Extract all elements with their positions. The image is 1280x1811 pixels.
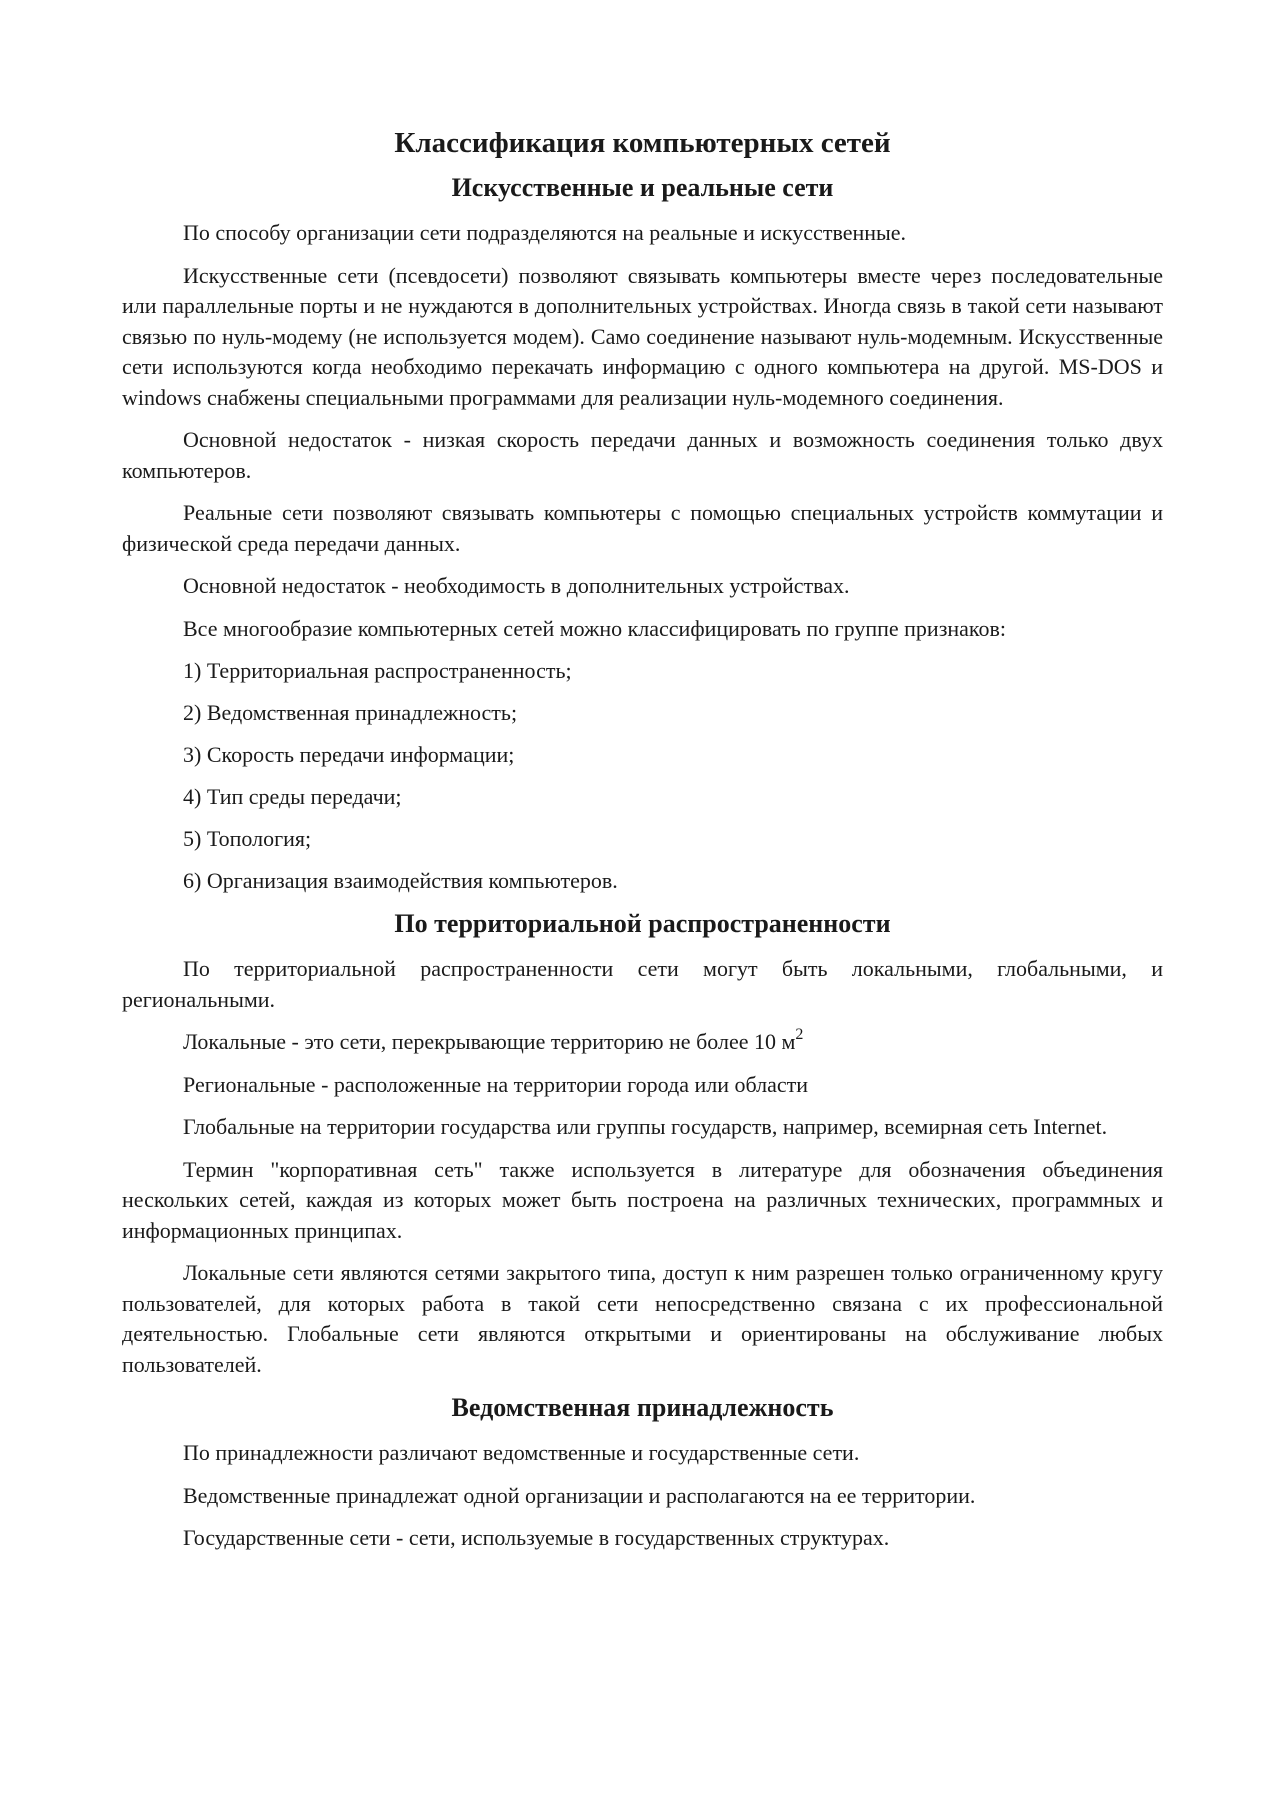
paragraph: Ведомственные принадлежат одной организации и располагаются на ее территории. xyxy=(183,1482,976,1508)
section-heading-departmental: Ведомственная принадлежность xyxy=(451,1393,834,1422)
paragraph: Основной недостаток - низкая скорость передачи данных и возможность соединения только двух компьютеров. xyxy=(122,427,1163,483)
paragraph: Термин "корпоративная сеть" также используется в литературе для обозначения объединения нескольких сетей, каждая из которых может быть построена на различных технических, программных и информационных принципах. xyxy=(122,1156,1163,1243)
paragraph-local-area xyxy=(122,1027,1163,1058)
paragraph: Все многообразие компьютерных сетей можно классифицировать по группе признаков: xyxy=(183,615,1007,641)
paragraph: Государственные сети - сети, используемые в государственных структурах. xyxy=(183,1525,890,1550)
document-title: Классификация компьютерных сетей xyxy=(394,127,891,159)
paragraph: Реальные сети позволяют связывать компьютеры с помощью специальных устройств коммутации и физической среда передачи данных. xyxy=(122,500,1163,556)
paragraph: Искусственные сети (псевдосети) позволяют связывать компьютеры вместе через последовательные или параллельные порты и не нуждаются в дополнительных устройствах. Иногда связь в такой сети называют связью по нуль-модему (не используется модем). Само соединение называют нуль-модемным. Искусственные сети используются когда необходимо перекачать информацию с одного компьютера на другой. MS-DOS и windows снабжены специальными программами для реализации нуль-модемного соединения. xyxy=(122,262,1163,410)
list-item: 5) Топология; xyxy=(183,826,312,851)
paragraph: По принадлежности различают ведомственные и государственные сети. xyxy=(183,1440,860,1465)
superscript: 2 xyxy=(795,1025,804,1043)
paragraph: Региональные - расположенные на территории города или области xyxy=(183,1071,809,1097)
paragraph: Локальные сети являются сетями закрытого типа, доступ к ним разрешен только ограниченному кругу пользователей, для которых работа в такой сети непосредственно связана с их профессиональной деятельностью. Глобальные сети являются открытыми и ориентированы на обслуживание любых пользователей. xyxy=(122,1260,1163,1377)
list-item: 2) Ведомственная принадлежность; xyxy=(183,700,518,725)
paragraph: По способу организации сети подразделяются на реальные и искусственные. xyxy=(183,220,907,245)
section-heading-territorial: По территориальной распространенности xyxy=(394,909,891,938)
list-item: 1) Территориальная распространенность; xyxy=(183,658,572,683)
paragraph: Глобальные на территории государства или группы государств, например, всемирная сеть Internet. xyxy=(183,1114,1108,1139)
paragraph-text: Локальные - это сети, перекрывающие территорию не более 10 м xyxy=(183,1029,796,1054)
paragraph: Основной недостаток - необходимость в дополнительных устройствах. xyxy=(183,573,850,598)
section-heading-artificial-real: Искусственные и реальные сети xyxy=(451,173,834,202)
paragraph: По территориальной распространенности сети могут быть локальными, глобальными, и региональными. xyxy=(122,956,1163,1012)
list-item: 6) Организация взаимодействия компьютеров. xyxy=(183,868,618,893)
list-item: 3) Скорость передачи информации; xyxy=(183,742,515,767)
list-item: 4) Тип среды передачи; xyxy=(183,784,402,809)
